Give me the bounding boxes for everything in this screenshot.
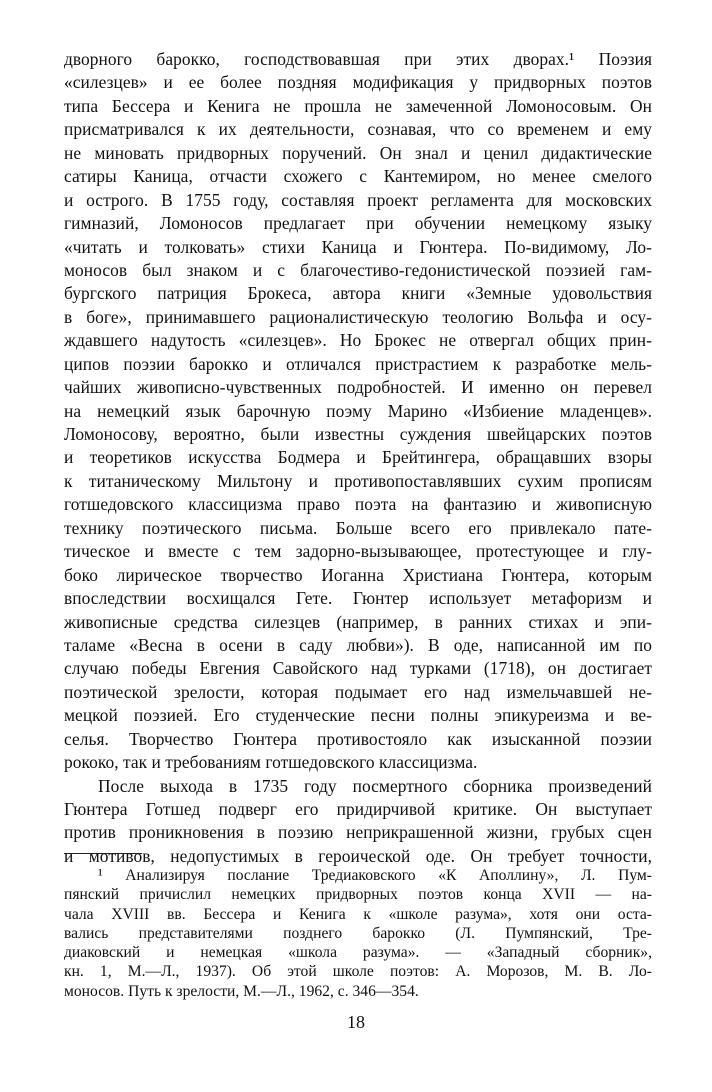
main-text (64, 48, 652, 868)
text-line: ципов поэзии барокко и отличался пристрастием к разработке мель- (64, 353, 652, 374)
text-line: и мотивов, недопустимых в героической оде. Он требует точности, (64, 845, 652, 866)
text-line: к титаническому Мильтону и противопоставлявших сухим прописям (64, 470, 652, 491)
text-line: не миновать придворных поручений. Он знал и ценил дидактические (64, 142, 652, 163)
text-line: технику поэтического письма. Больше всего его привлекало пате- (64, 517, 652, 538)
footnote-line: чала XVIII вв. Бессера и Кенига к «школе разума», хотя они оста- (64, 905, 652, 923)
text-line: поэтической зрелости, которая подымает его над измельчавшей не- (64, 681, 652, 702)
text-line: впоследствии восхищался Гете. Гюнтер использует метафоризм и (64, 588, 652, 609)
text-line: готшедовского классицизма право поэта на фантазию и живописную (64, 494, 652, 515)
text-line: Ломоносову, вероятно, были известны суждения швейцарских поэтов (64, 424, 652, 444)
text-line: бургского патриция Брокеса, автора книги «Земные удовольствия (64, 283, 652, 304)
text-line: моносов был знаком и с благочестиво-гедонистической поэзией гам- (64, 259, 652, 280)
text-line: Гюнтера Готшед подверг его придирчивой критике. Он выступает (64, 799, 652, 819)
footnote-line: моносов. Путь к зрелости, М.—Л., 1962, с. 346—354. (64, 982, 419, 1000)
text-line: гимназий, Ломоносов предлагает при обучении немецкому языку (64, 213, 652, 234)
paragraph-end-line: рококо, так и требованиям готшедовского классицизма. (64, 752, 478, 773)
text-line: мецкой поэзией. Его студенческие песни полны эпикуреизма и ве- (64, 705, 652, 726)
text-line: в боге», принимавшего рационалистическую теологию Вольфа и осу- (64, 306, 652, 327)
paragraph-first-line: После выхода в 1735 году посмертного сборника произведений (98, 775, 652, 796)
text-line: дворного барокко, господствовавшая при этих дворах.¹ Поэзия (64, 49, 652, 69)
footnote-line: вались представителями позднего барокко (Л. Пумпянский, Тре- (64, 924, 652, 942)
text-line: ждавшего надутость «силезцев». Но Брокес не отвергал общих прин- (64, 330, 652, 351)
text-line: присматривался к их деятельности, сознавая, что со временем и ему (64, 119, 652, 140)
text-line: и теоретиков искусства Бодмера и Брейтингера, обращавших взоры (64, 447, 652, 468)
text-line: таламе «Весна в осени в саду любви»). В оде, написанной им по (64, 634, 652, 655)
page-number: 18 (347, 1012, 365, 1032)
footnote-line: пянский причислил немецких придворных поэтов конца XVII — на- (64, 886, 652, 904)
text-line: «читать и толковать» стихи Каница и Гюнтера. По-видимому, Ло- (64, 236, 652, 257)
text-line: живописные средства силезцев (например, в ранних стихах и эпи- (64, 611, 652, 632)
text-line: сатиры Каница, отчасти схожего с Кантемиром, но менее смелого (64, 166, 652, 187)
text-line: «силезцев» и ее более поздняя модификация у придворных поэтов (64, 72, 652, 93)
text-line: типа Бессера и Кенига не прошла не замеченной Ломоносовым. Он (64, 95, 652, 116)
text-line: на немецкий язык барочную поэму Марино «Избиение младенцев». (64, 400, 652, 421)
footnote-line: кн. 1, М.—Л., 1937). Об этой школе поэтов: А. Морозов, М. В. Ло- (64, 963, 652, 981)
text-line: тическое и вместе с тем задорно-вызывающее, протестующее и глу- (64, 541, 652, 562)
footnote (64, 866, 652, 1001)
footnote-divider (64, 853, 142, 854)
text-line: и острого. В 1755 году, составляя проект регламента для московских (64, 189, 652, 210)
text-line: против проникновения в поэзию неприкрашенной жизни, грубых сцен (64, 822, 652, 843)
text-line: боко лирическое творчество Иоганна Христиана Гюнтера, которым (64, 564, 652, 585)
text-line: чайших живописно-чувственных подробностей. И именно он перевел (64, 377, 652, 398)
footnote-line: диаковский и немецкая «школа разума». — «Западный сборник», (64, 944, 652, 962)
text-line: селья. Творчество Гюнтера противостояло как изысканной поэзии (64, 728, 652, 749)
footnote-line: ¹ Анализируя послание Тредиаковского «К Аполлину», Л. Пум- (98, 867, 652, 884)
text-line: случаю победы Евгения Савойского над турками (1718), он достигает (64, 658, 652, 679)
